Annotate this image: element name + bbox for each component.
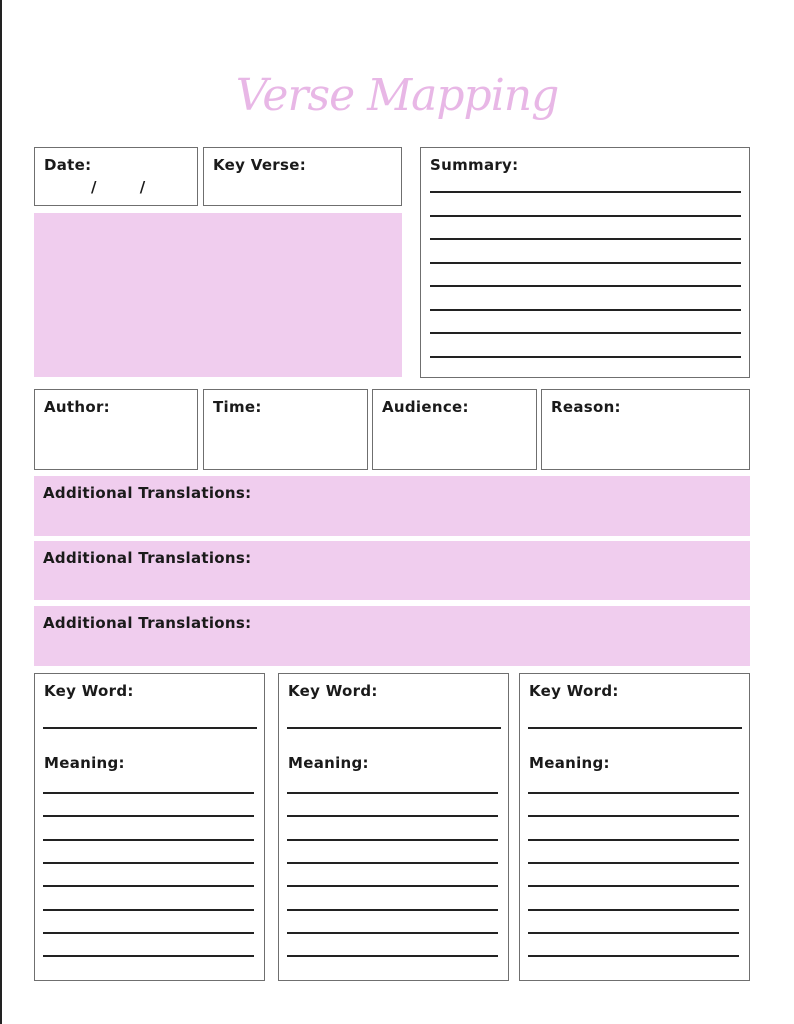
writing-line — [287, 792, 498, 794]
date-separator: / — [139, 178, 146, 196]
meaning-label: Meaning: — [44, 754, 125, 772]
audience-label: Audience: — [382, 398, 469, 416]
meaning-label: Meaning: — [288, 754, 369, 772]
writing-line — [43, 885, 254, 887]
key-word-label: Key Word: — [288, 682, 378, 700]
key-word-box[interactable] — [34, 673, 265, 981]
page-title: Verse Mapping — [235, 70, 559, 121]
writing-line — [528, 792, 739, 794]
author-label: Author: — [44, 398, 110, 416]
writing-line — [43, 727, 257, 729]
page-edge — [0, 0, 2, 1024]
writing-line — [43, 862, 254, 864]
key-verse-box[interactable] — [203, 147, 402, 206]
audience-box[interactable] — [372, 389, 537, 470]
writing-line — [528, 909, 739, 911]
key-word-label: Key Word: — [529, 682, 619, 700]
translation-box[interactable] — [34, 476, 750, 536]
writing-line — [528, 815, 739, 817]
writing-line — [43, 909, 254, 911]
translation-label: Additional Translations: — [43, 549, 252, 567]
key-word-box[interactable] — [519, 673, 750, 981]
writing-line — [430, 238, 741, 240]
date-separator: / — [91, 178, 97, 196]
summary-box[interactable] — [420, 147, 750, 378]
writing-line — [287, 909, 498, 911]
writing-line — [430, 191, 741, 193]
writing-line — [528, 727, 742, 729]
translation-label: Additional Translations: — [43, 484, 252, 502]
author-box[interactable] — [34, 389, 198, 470]
date-label: Date: — [44, 156, 92, 174]
key-word-label: Key Word: — [44, 682, 134, 700]
writing-line — [528, 885, 739, 887]
writing-line — [287, 885, 498, 887]
writing-line — [43, 792, 254, 794]
writing-line — [430, 262, 741, 264]
writing-line — [43, 815, 254, 817]
translation-label: Additional Translations: — [43, 614, 252, 632]
date-separators — [91, 178, 145, 196]
writing-line — [430, 332, 741, 334]
writing-line — [287, 862, 498, 864]
meaning-label: Meaning: — [529, 754, 610, 772]
writing-line — [43, 932, 254, 934]
writing-line — [43, 839, 254, 841]
writing-line — [430, 309, 741, 311]
writing-line — [528, 839, 739, 841]
key-word-box[interactable] — [278, 673, 509, 981]
writing-line — [528, 932, 739, 934]
reason-box[interactable] — [541, 389, 750, 470]
writing-line — [528, 862, 739, 864]
writing-line — [287, 955, 498, 957]
translation-box[interactable] — [34, 541, 750, 600]
writing-line — [287, 839, 498, 841]
reason-label: Reason: — [551, 398, 621, 416]
writing-line — [287, 727, 501, 729]
writing-line — [287, 815, 498, 817]
writing-line — [430, 285, 741, 287]
writing-line — [43, 955, 254, 957]
verse-text-area[interactable] — [34, 213, 402, 377]
writing-line — [287, 932, 498, 934]
time-label: Time: — [213, 398, 262, 416]
writing-line — [430, 215, 741, 217]
summary-label: Summary: — [430, 156, 519, 174]
time-box[interactable] — [203, 389, 368, 470]
writing-line — [528, 955, 739, 957]
date-box[interactable] — [34, 147, 198, 206]
writing-line — [430, 356, 741, 358]
translation-box[interactable] — [34, 606, 750, 666]
key-verse-label: Key Verse: — [213, 156, 306, 174]
